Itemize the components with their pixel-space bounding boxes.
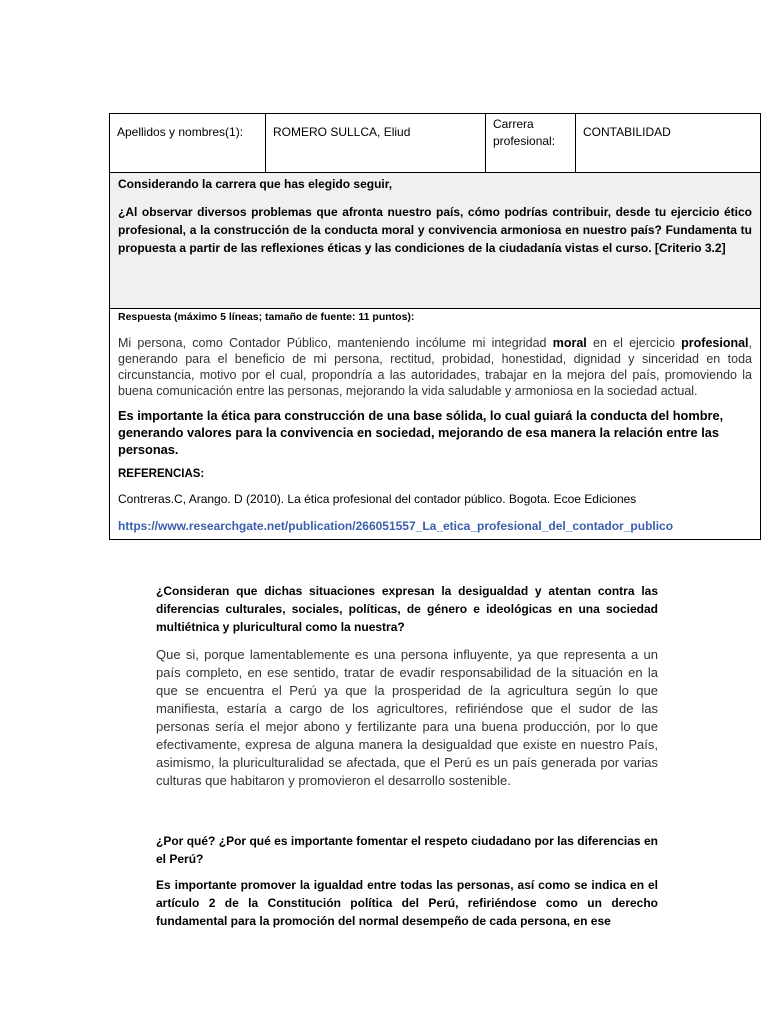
question-cell [110,173,761,309]
answer-cell [110,309,761,540]
answer-2-text: Que si, porque lamentablemente es una persona influyente, ya que representa a un país completo, en ese sentido, tratar de evadir responsabilidad de la situación en la que se encuentra el Perú ya que la prosperidad de la agricultura según lo que manifiesta, estaría a cargo de los agricultores, refiriéndose que el sudor de las personas sería el mejor abono y fertilizante para una buena producción, por lo que efectivamente, expresa de alguna manera la desigualdad que existe en nuestro País, asimismo, la pluriculturalidad se afectada, que el Perú es un país generada por varias culturas que habitaron y promovieron el desarrollo sostenible. [156,647,658,788]
answer-3-text: Es importante promover la igualdad entre todas las personas, así como se indica en el artículo 2 de la Constitución política del Perú, refiriéndose como un derecho fundamental para la promoción del normal desempeño de cada persona, en ese [156,878,658,928]
answer-2 [156,646,658,790]
name-value: ROMERO SULLCA, Eliud [266,114,486,173]
header-row [110,114,761,173]
answer-3 [156,876,658,930]
name-label: Apellidos y nombres(1): [110,114,266,173]
answer-label: Respuesta (máximo 5 líneas; tamaño de fuente: 11 puntos): [118,311,415,323]
career-label: Carrera profesional: [486,114,576,173]
career-value: CONTABILIDAD [576,114,761,173]
question-3-text: ¿Por qué? ¿Por qué es importante fomentar el respeto ciudadano por las diferencias en el Perú? [156,834,658,866]
answer-bold-paragraph: Es importante la ética para construcción de una base sólida, lo cual guiará la conducta del hombre, generando valores para la convivencia en sociedad, mejorando de esa manera la relación entre las personas. [118,408,724,457]
question-2-text: ¿Consideran que dichas situaciones expresan la desigualdad y atentan contra las diferencias culturales, sociales, políticas, de género e ideológicas en una sociedad multiétnica y pluricultural como la nuestra? [156,584,658,634]
reference-link[interactable]: https://www.researchgate.net/publication/266051557_La_etica_profesional_del_contador_publico [118,519,674,533]
reference-citation: Contreras.C, Arango. D (2010). La ética profesional del contador público. Bogota. Ecoe Ediciones [118,492,637,506]
question-intro: Considerando la carrera que has elegido seguir, [118,177,393,191]
references-title: REFERENCIAS: [118,468,205,480]
answer-paragraph: Mi persona, como Contador Público, manteniendo incólume mi integridad moral en el ejercicio profesional, generando para el beneficio de mi persona, rectitud, probidad, honestidad, dignidad y sinceridad en toda circunstancia, motivo por el cual, propondría a las autoridades, trabajar en la mejora del país, promoviendo la buena comunicación entre las personas, mejorando la vida saludable y armoniosa en la sociedad actual. [118,336,753,398]
question-3 [156,832,658,868]
form-table [109,113,761,540]
question-2 [156,582,658,636]
question-text: ¿Al observar diversos problemas que afronta nuestro país, cómo podrías contribuir, desde tu ejercicio ético profesional, a la construcción de la conducta moral y convivencia armoniosa en nuestro país? Fundamenta tu propuesta a partir de las reflexiones éticas y las condiciones de la ciudadanía vistas el curso. [Criterio 3.2] [118,205,752,255]
